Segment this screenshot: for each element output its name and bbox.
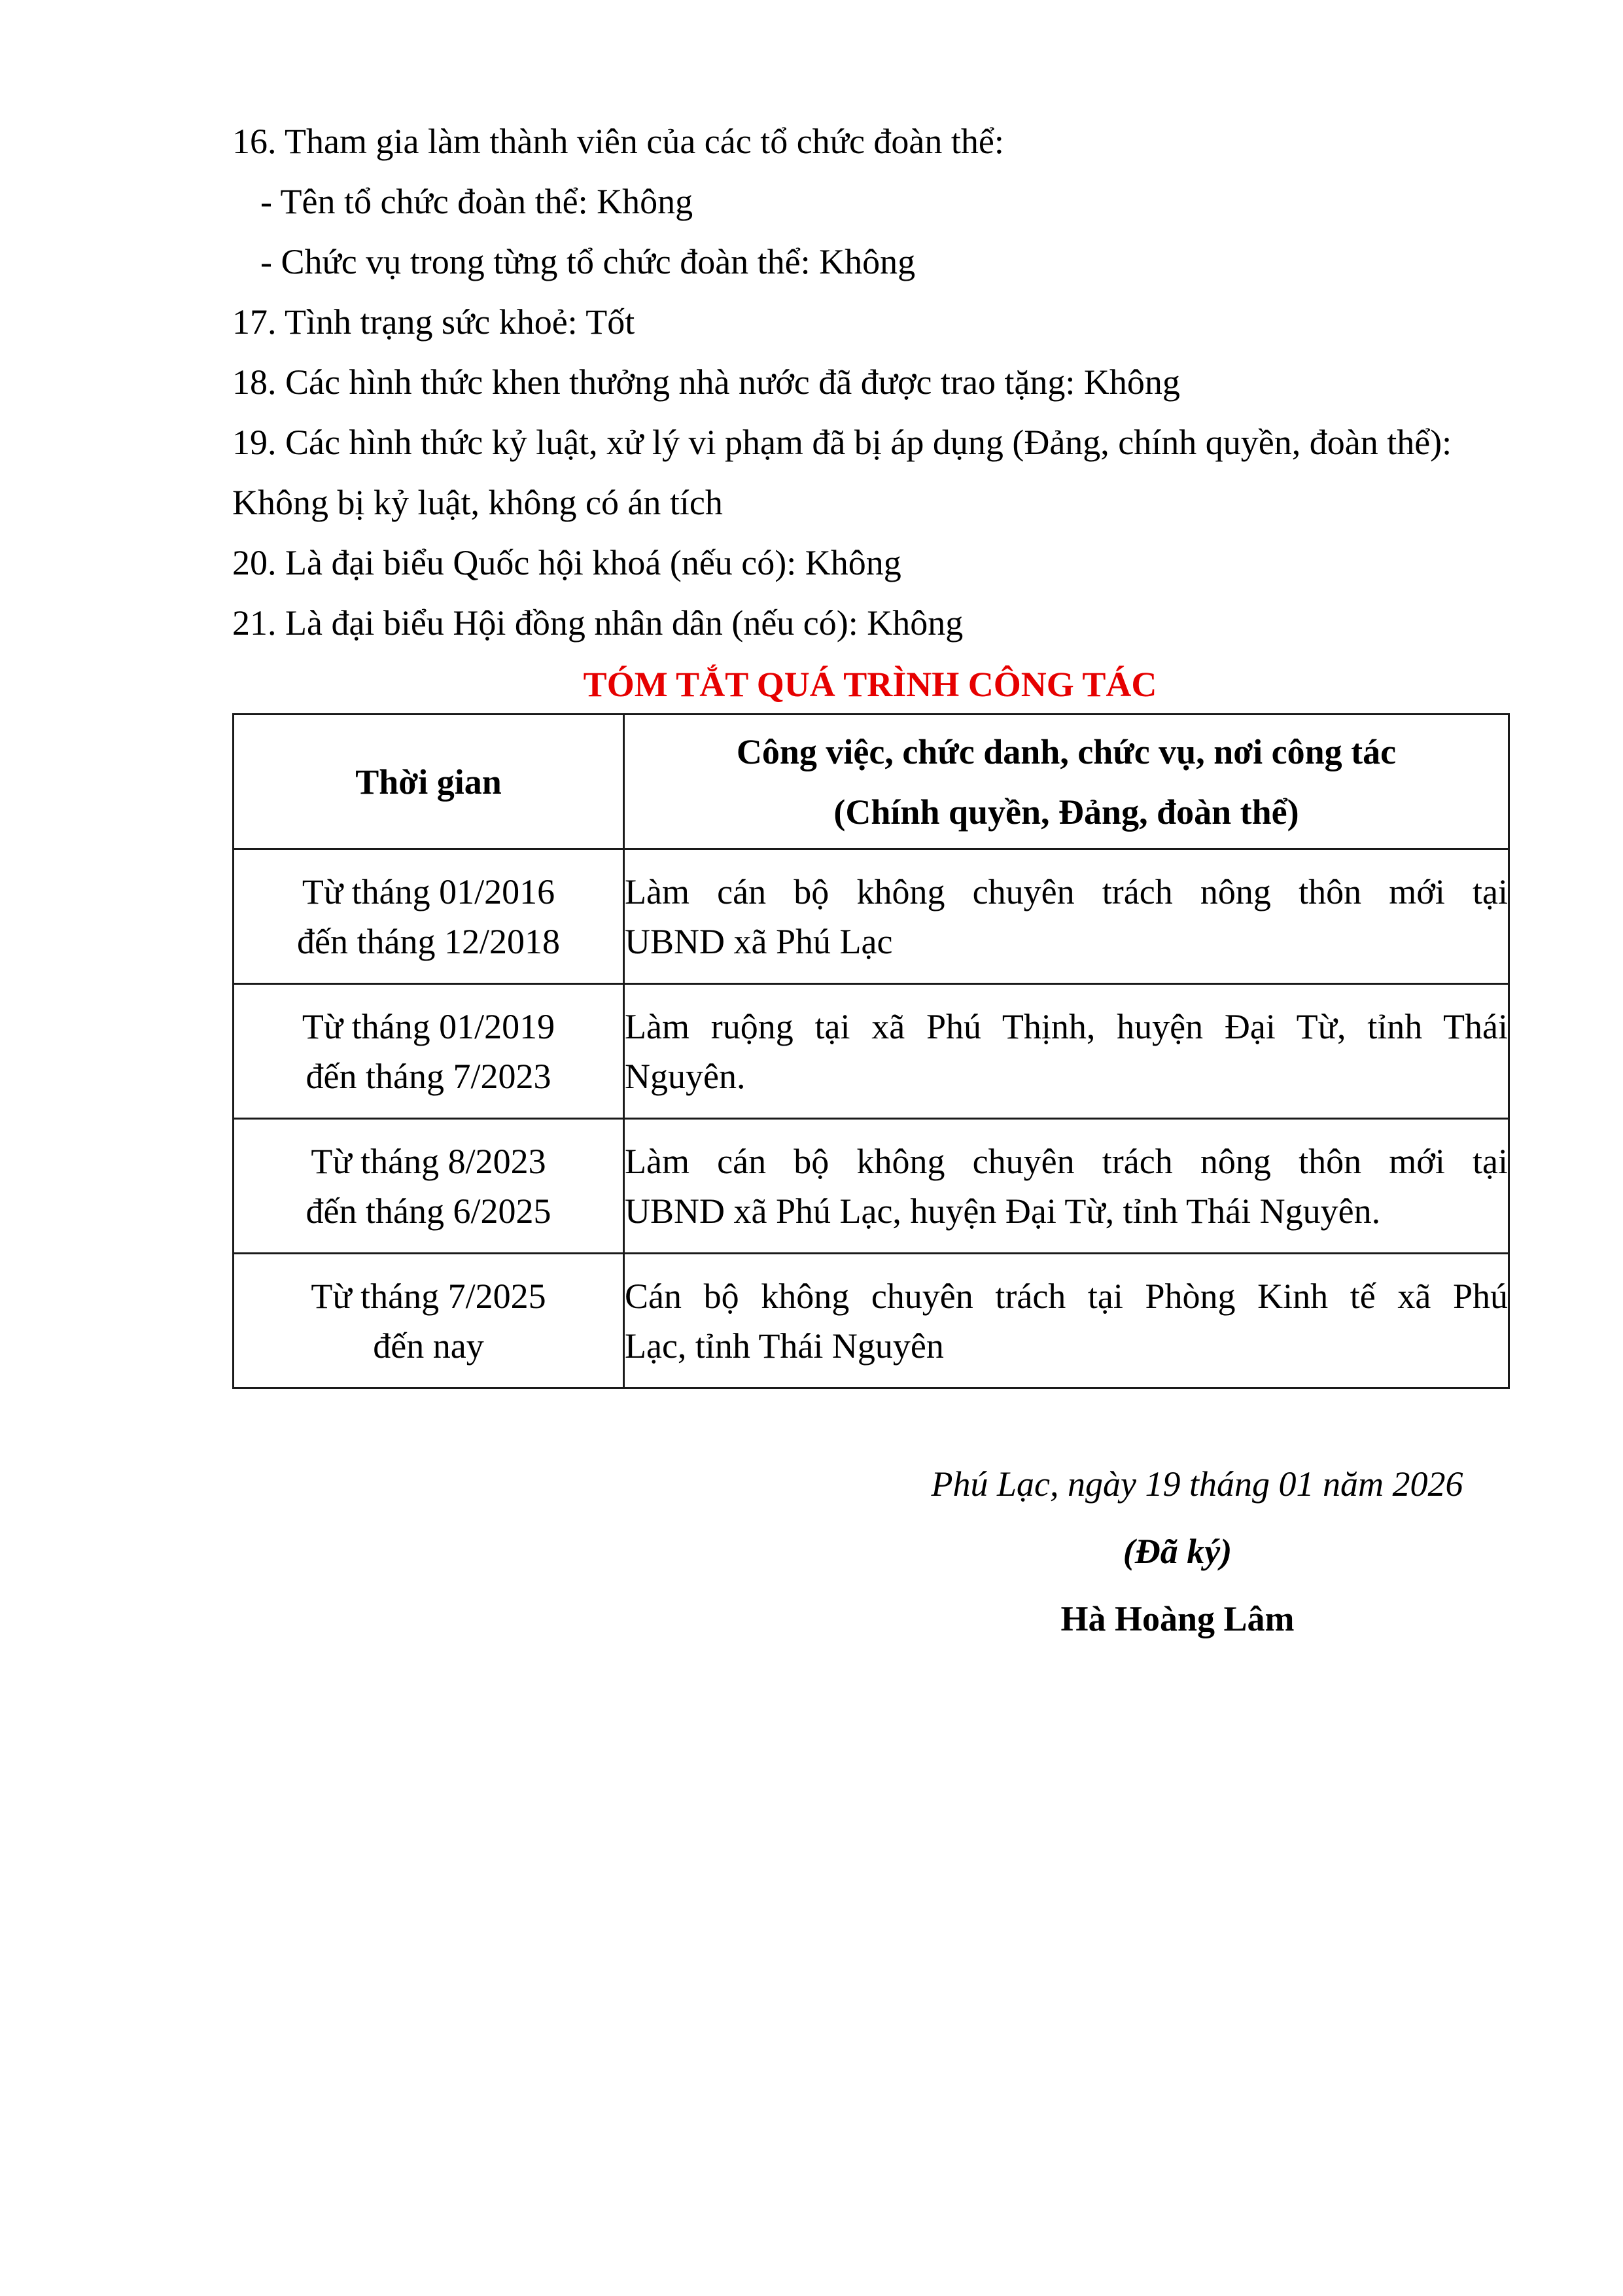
career-summary-table	[232, 713, 1510, 1389]
role-cell	[624, 1254, 1509, 1388]
table-row	[234, 984, 1509, 1119]
time-from: Từ tháng 7/2025	[311, 1276, 546, 1316]
role-line: Lạc, tỉnh Thái Nguyên	[625, 1326, 944, 1366]
role-line: Làm cán bộ không chuyên trách nông thôn mới tại	[625, 872, 1508, 911]
table-header-row	[234, 715, 1509, 849]
time-cell	[234, 1119, 624, 1254]
time-cell	[234, 984, 624, 1119]
time-to: đến tháng 12/2018	[297, 921, 560, 961]
career-summary-title: TÓM TẮT QUÁ TRÌNH CÔNG TÁC	[583, 665, 1157, 704]
role-line: UBND xã Phú Lạc, huyện Đại Từ, tỉnh Thái Nguyên.	[625, 1191, 1381, 1231]
item-17-health-status: 17. Tình trạng sức khoẻ: Tốt	[232, 302, 635, 342]
time-to: đến tháng 6/2025	[305, 1191, 551, 1231]
item-21-peoples-council-delegate: 21. Là đại biểu Hội đồng nhân dân (nếu có): Không	[232, 603, 964, 643]
item-16-organization-name: - Tên tổ chức đoàn thể: Không	[260, 182, 693, 221]
header-role	[624, 715, 1509, 849]
time-from: Từ tháng 01/2019	[302, 1006, 555, 1046]
header-time	[234, 715, 624, 849]
item-19-disciplinary-actions: 19. Các hình thức kỷ luật, xử lý vi phạm đã bị áp dụng (Đảng, chính quyền, đoàn thể):	[232, 423, 1452, 462]
role-line: Nguyên.	[625, 1056, 746, 1096]
role-cell	[624, 984, 1509, 1119]
time-to: đến nay	[373, 1326, 484, 1366]
time-cell	[234, 849, 624, 984]
time-to: đến tháng 7/2023	[305, 1056, 551, 1096]
header-role-line1: Công việc, chức danh, chức vụ, nơi công tác	[736, 732, 1397, 771]
header-role-line2: (Chính quyền, Đảng, đoàn thể)	[833, 792, 1299, 832]
time-cell	[234, 1254, 624, 1388]
role-cell	[624, 849, 1509, 984]
table-row	[234, 849, 1509, 984]
role-line: Làm ruộng tại xã Phú Thịnh, huyện Đại Từ, tỉnh Thái	[625, 1006, 1508, 1046]
signature-place-date: Phú Lạc, ngày 19 tháng 01 năm 2026	[931, 1464, 1463, 1504]
item-18-state-awards: 18. Các hình thức khen thưởng nhà nước đã được trao tặng: Không	[232, 362, 1180, 402]
signer-name: Hà Hoàng Lâm	[1060, 1599, 1295, 1638]
table-row	[234, 1254, 1509, 1388]
role-line: UBND xã Phú Lạc	[625, 921, 893, 961]
header-time-label: Thời gian	[355, 762, 502, 802]
time-from: Từ tháng 8/2023	[311, 1141, 546, 1181]
table-row	[234, 1119, 1509, 1254]
item-20-national-assembly-delegate: 20. Là đại biểu Quốc hội khoá (nếu có): Không	[232, 543, 901, 582]
signature-status: (Đã ký)	[1123, 1532, 1232, 1571]
item-19-disciplinary-answer: Không bị kỷ luật, không có án tích	[232, 483, 723, 522]
item-16-organization-position: - Chức vụ trong từng tổ chức đoàn thể: Không	[260, 242, 916, 281]
role-cell	[624, 1119, 1509, 1254]
time-from: Từ tháng 01/2016	[302, 872, 555, 911]
role-line: Cán bộ không chuyên trách tại Phòng Kinh tế xã Phú	[625, 1276, 1508, 1316]
item-16-mass-organizations: 16. Tham gia làm thành viên của các tổ chức đoàn thể:	[232, 122, 1004, 161]
role-line: Làm cán bộ không chuyên trách nông thôn mới tại	[625, 1141, 1508, 1181]
